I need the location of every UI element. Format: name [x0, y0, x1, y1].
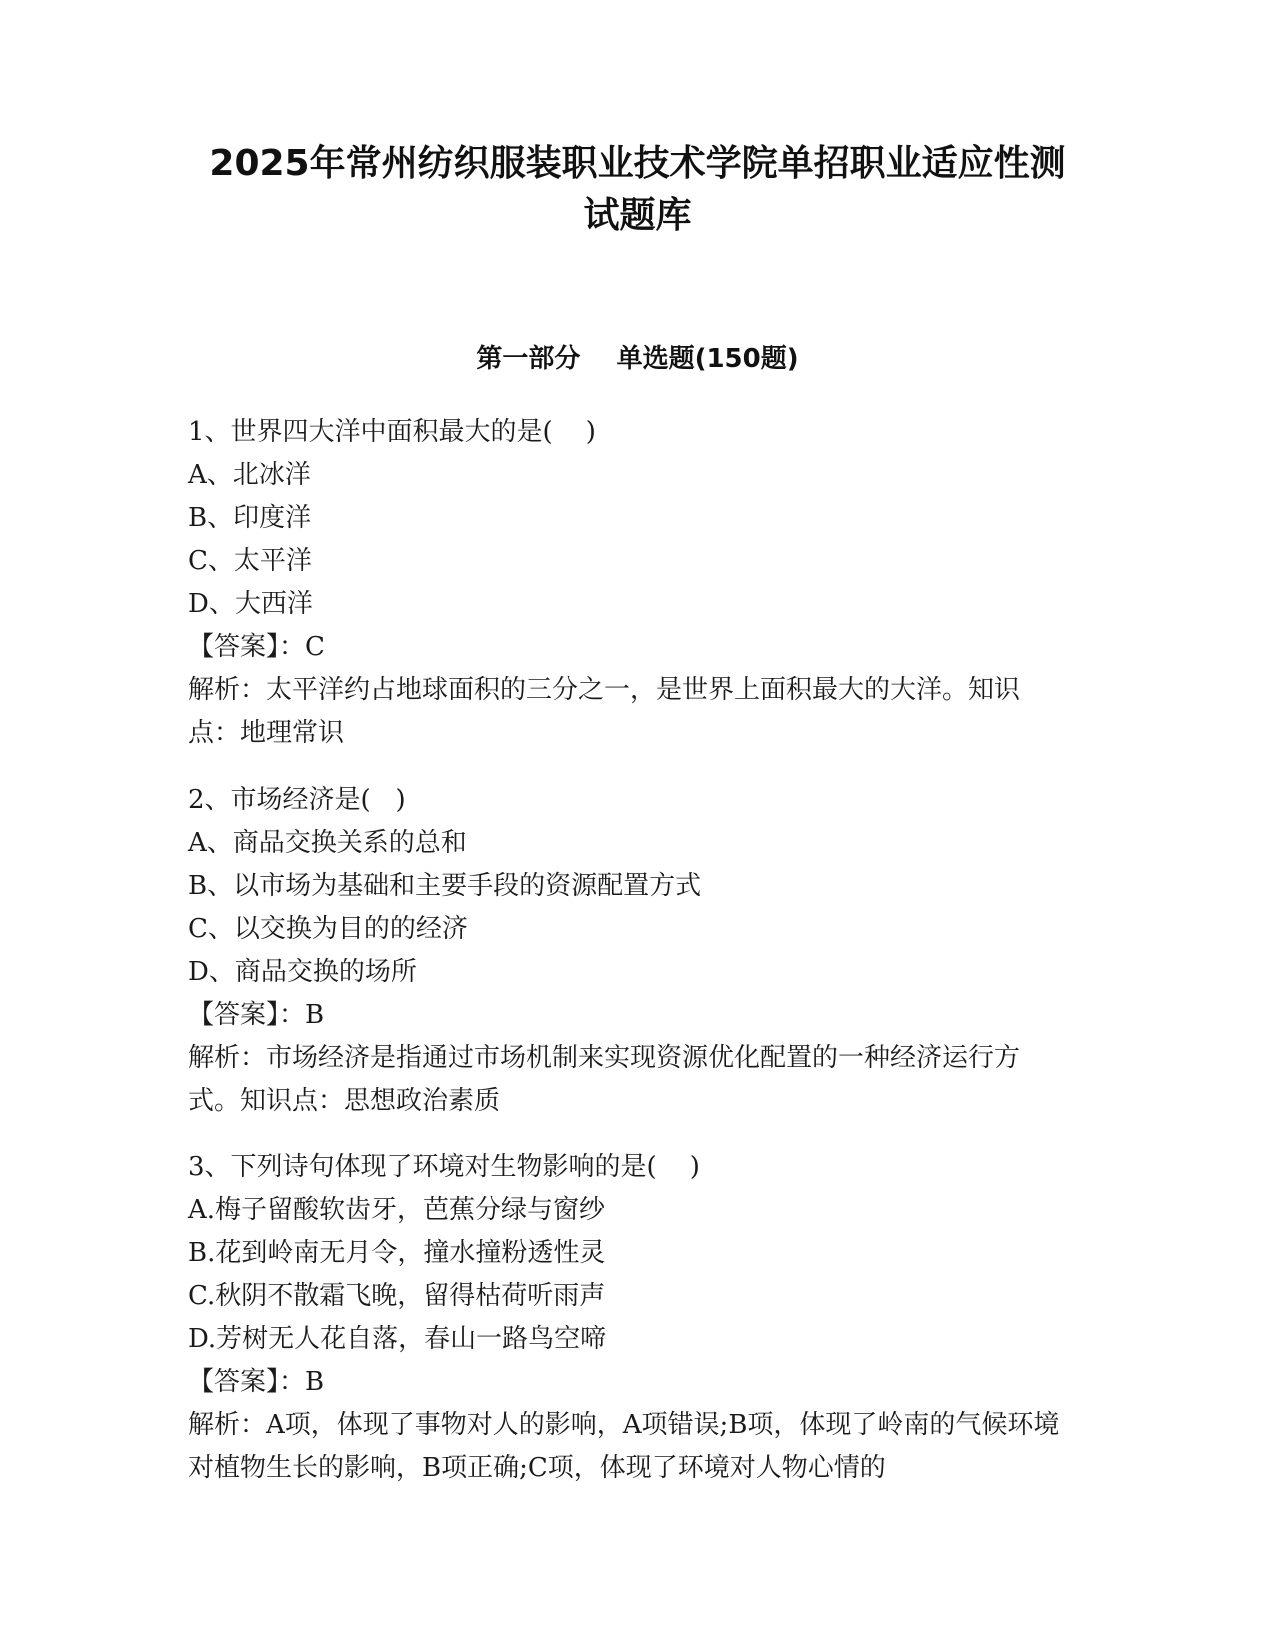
document-title-line-1: 2025年常州纺织服装职业技术学院单招职业适应性测 [209, 143, 1066, 184]
option-d: D.芳树无人花自落，春山一路鸟空啼 [188, 1324, 607, 1354]
question-stem: 3、下列诗句体现了环境对生物影响的是( ) [188, 1152, 700, 1182]
option-a: A、商品交换关系的总和 [188, 828, 467, 858]
option-b: B、以市场为基础和主要手段的资源配置方式 [188, 871, 702, 901]
question-2 [188, 779, 1088, 1123]
option-c: C.秋阴不散霜飞晚，留得枯荷听雨声 [188, 1281, 606, 1311]
option-b: B、印度洋 [188, 503, 312, 533]
question-stem: 1、世界四大洋中面积最大的是( ) [188, 417, 596, 447]
explanation: 解析：市场经济是指通过市场机制来实现资源优化配置的一种经济运行方式。知识点：思想政治素质 [188, 1043, 1021, 1116]
question-1 [188, 411, 1088, 755]
answer-line: 【答案】：B [188, 1000, 325, 1030]
option-a: A.梅子留酸软齿牙，芭蕉分绿与窗纱 [188, 1195, 606, 1225]
answer-line: 【答案】：C [188, 632, 325, 662]
answer-line: 【答案】：B [188, 1367, 325, 1397]
option-d: D、大西洋 [188, 589, 313, 619]
question-stem: 2、市场经济是( ) [188, 785, 406, 815]
option-c: C、太平洋 [188, 546, 312, 576]
question-3 [188, 1146, 1088, 1490]
explanation: 解析：太平洋约占地球面积的三分之一，是世界上面积最大的大洋。知识点：地理常识 [188, 675, 1021, 748]
explanation: 解析：A项，体现了事物对人的影响，A项错误;B项，体现了岭南的气候环境对植物生长的影响，B项正确;C项，体现了环境对人物心情的 [188, 1410, 1060, 1483]
option-a: A、北冰洋 [188, 460, 311, 490]
option-b: B.花到岭南无月令，撞水撞粉透性灵 [188, 1238, 606, 1268]
option-d: D、商品交换的场所 [188, 957, 417, 987]
document-title-line-2: 试题库 [583, 195, 692, 236]
section-heading: 第一部分 单选题(150题) [476, 344, 799, 374]
document-title [140, 138, 1135, 242]
option-c: C、以交换为目的的经济 [188, 914, 468, 944]
